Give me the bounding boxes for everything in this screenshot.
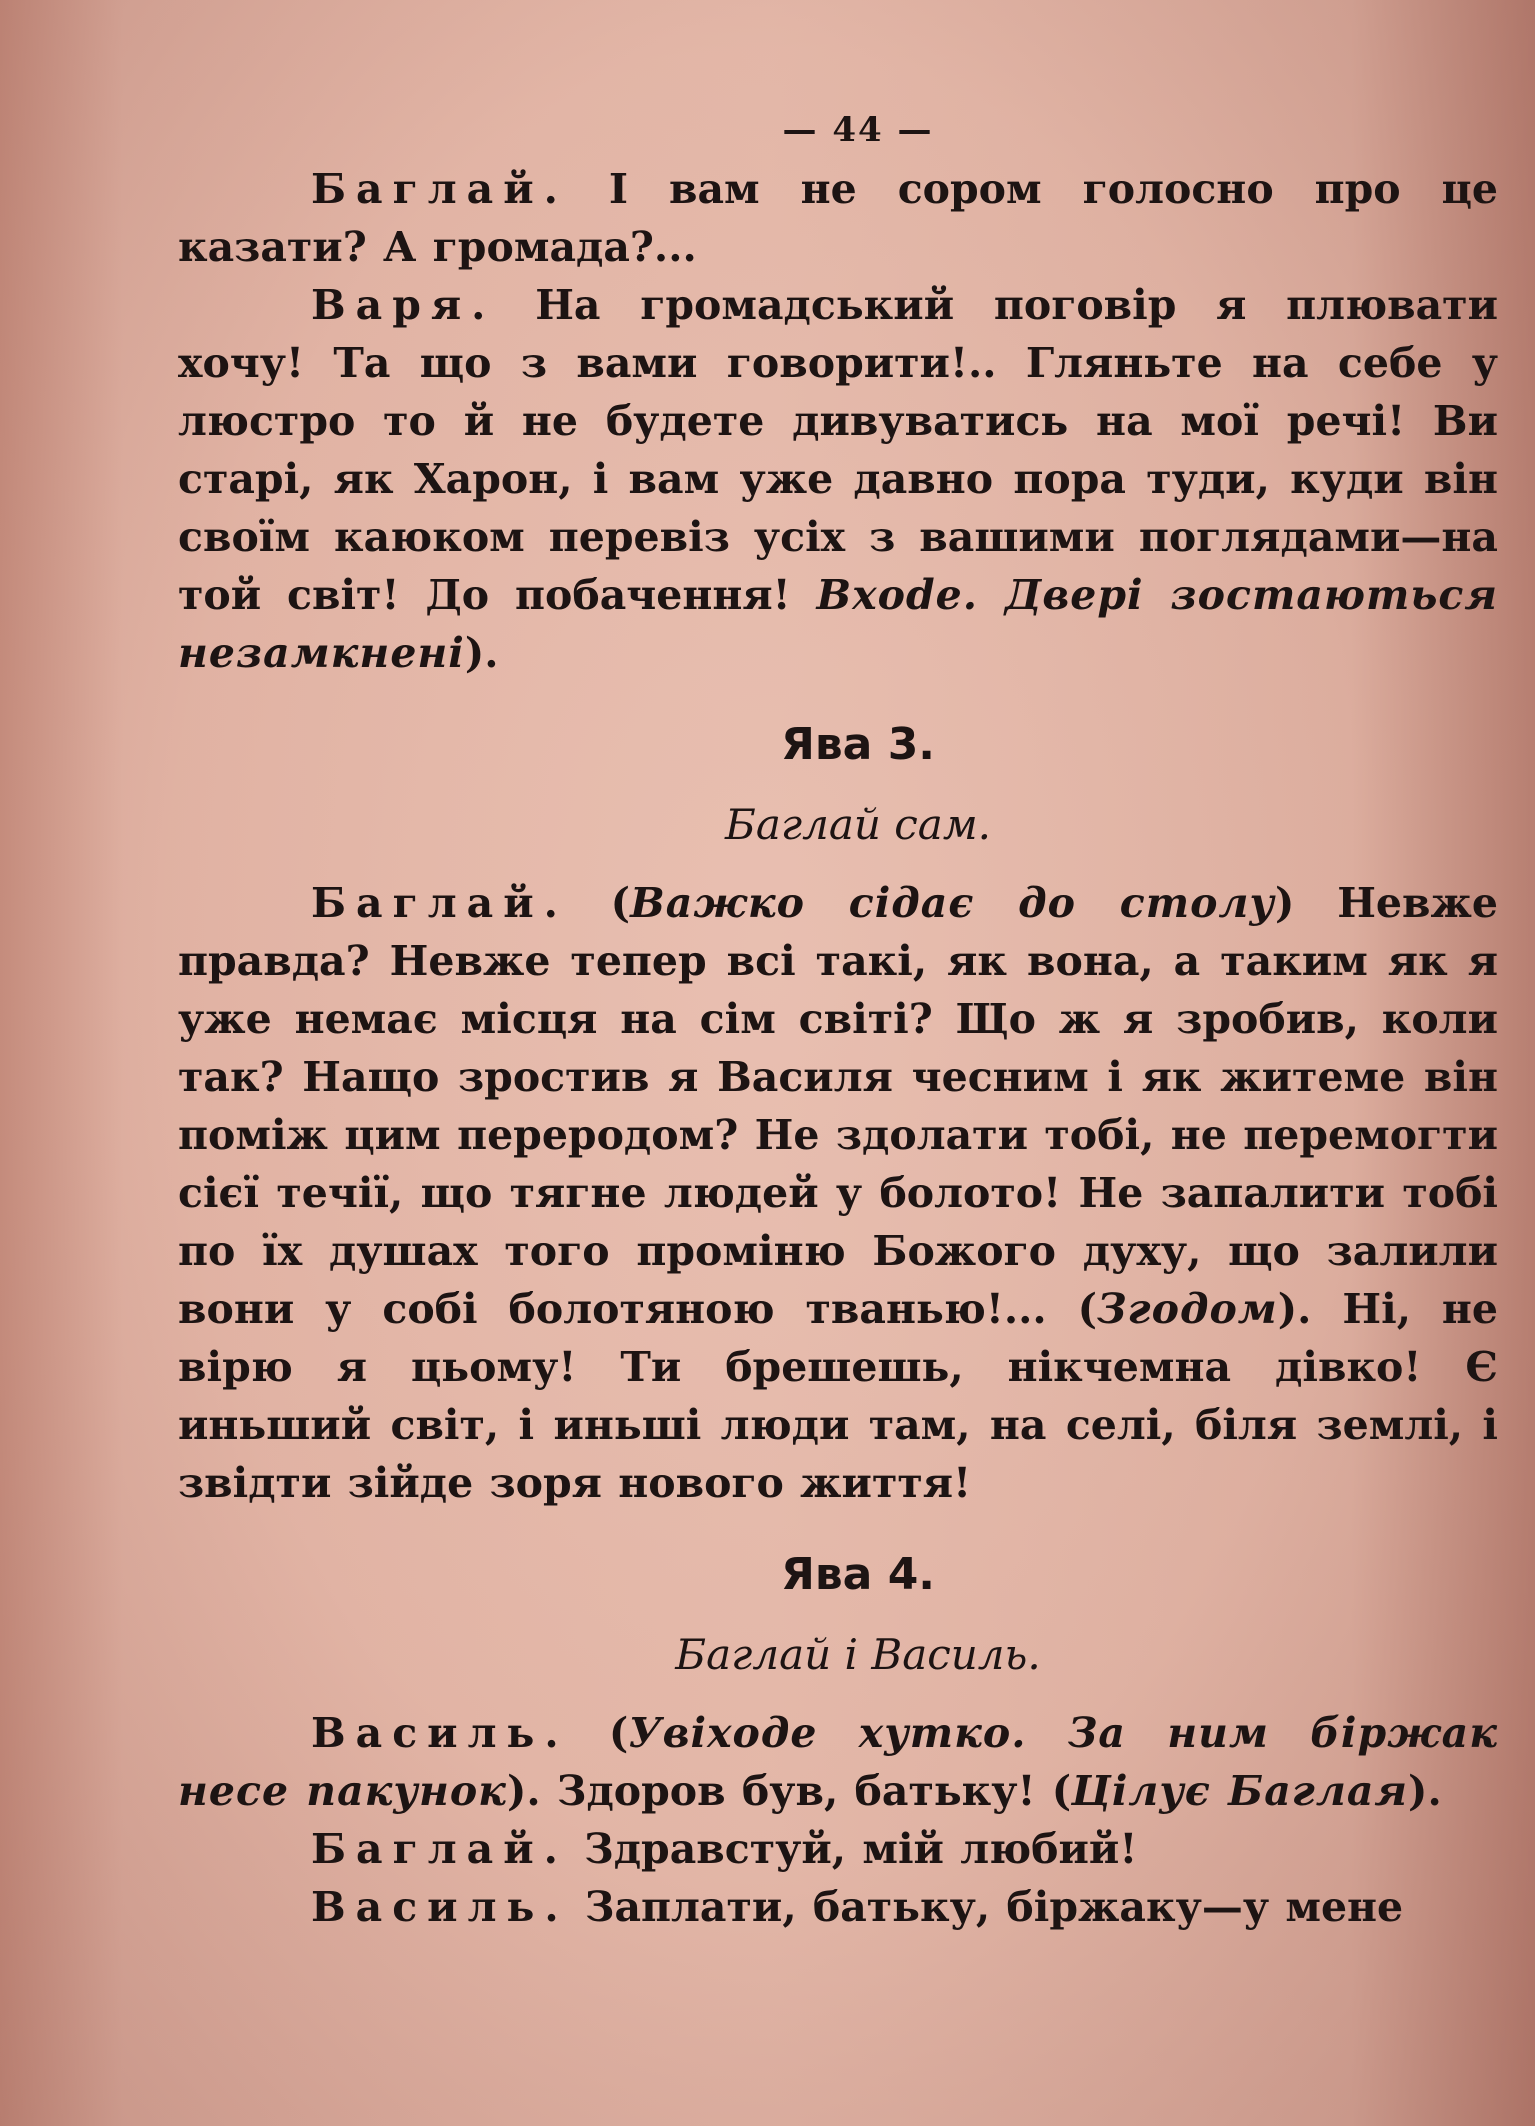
scene-heading: Ява 4.: [780, 1549, 936, 1600]
page-number: — 44 —: [782, 110, 934, 150]
dialogue-text: ).: [1408, 1767, 1442, 1815]
paragraph: [178, 160, 1498, 276]
dialogue-text: (: [568, 1709, 629, 1757]
stage-direction: Згодом: [1096, 1285, 1278, 1333]
speaker-name: Баглай.: [311, 1825, 568, 1873]
scene-3: [178, 700, 1498, 1512]
dialogue-text: І вам не сором голосно про це казати? А громада?...: [178, 165, 1498, 271]
speaker-name: Варя.: [311, 281, 496, 329]
paragraph: [178, 1820, 1498, 1878]
scene-2-ending: [178, 160, 1498, 682]
stage-direction: Вхode. Двері зостаються незамкнені: [178, 571, 1498, 677]
paragraph: [178, 1704, 1498, 1820]
stage-direction: Важко сідає до столу: [630, 879, 1275, 927]
scene-heading: Ява 3.: [780, 719, 936, 770]
paragraph: [178, 874, 1498, 1512]
scene-persons: Баглай і Василь.: [675, 1630, 1041, 1679]
dialogue-text: ).: [464, 629, 499, 677]
speaker-name: Баглай.: [311, 165, 568, 213]
page-content: [178, 100, 1498, 1936]
paragraph: [178, 276, 1498, 682]
dialogue-text: Здравстуй, мій любий!: [567, 1825, 1138, 1873]
speaker-name: Баглай.: [311, 879, 568, 927]
dialogue-text: На громадський поговір я плювати хочу! Та що з вами говорити!.. Гляньте на себе у люстро то й не будете дивуватись на мої речі! Ви старі, як Харон, і вам уже давно пора туди, куди він своїм каюком перевіз усіх з вашими поглядами—на той світ! До побачення!: [178, 281, 1498, 619]
dialogue-text: (: [567, 879, 631, 927]
scene-4: [178, 1530, 1498, 1936]
speaker-name: Василь.: [311, 1709, 569, 1757]
stage-direction: Увіходе хутко. За ним біржак несе пакунок: [178, 1709, 1498, 1815]
speaker-name: Василь.: [311, 1883, 569, 1931]
stage-direction: Цілує Баглая: [1071, 1767, 1409, 1815]
scene-persons: Баглай сам.: [724, 800, 992, 849]
dialogue-text: ) Невже правда? Невже тепер всі такі, як вона, а таким як я уже немає місця на сім світі? Що ж я зробив, коли так? Нащо зростив я Василя чесним і як житеме він поміж цим перeродом? Не здолати тобі, не перемогти сієї течії, що тягне людей у болото! Не запалити тобі по їх душах того проміню Божого духу, що залили вони у собі болотяною тванью!... (: [178, 879, 1498, 1333]
paragraph: [178, 1878, 1498, 1936]
dialogue-text: ). Здоров був, батьку! (: [506, 1767, 1072, 1815]
dialogue-text: Заплати, батьку, біржаку—у мене: [568, 1883, 1404, 1931]
dialogue-text: ). Ні, не вірю я цьому! Ти брешешь, нікчемна дівко! Є иньший світ, і иньші люди там, на селі, біля землі, і звідти зійде зоря нового життя!: [178, 1285, 1498, 1507]
